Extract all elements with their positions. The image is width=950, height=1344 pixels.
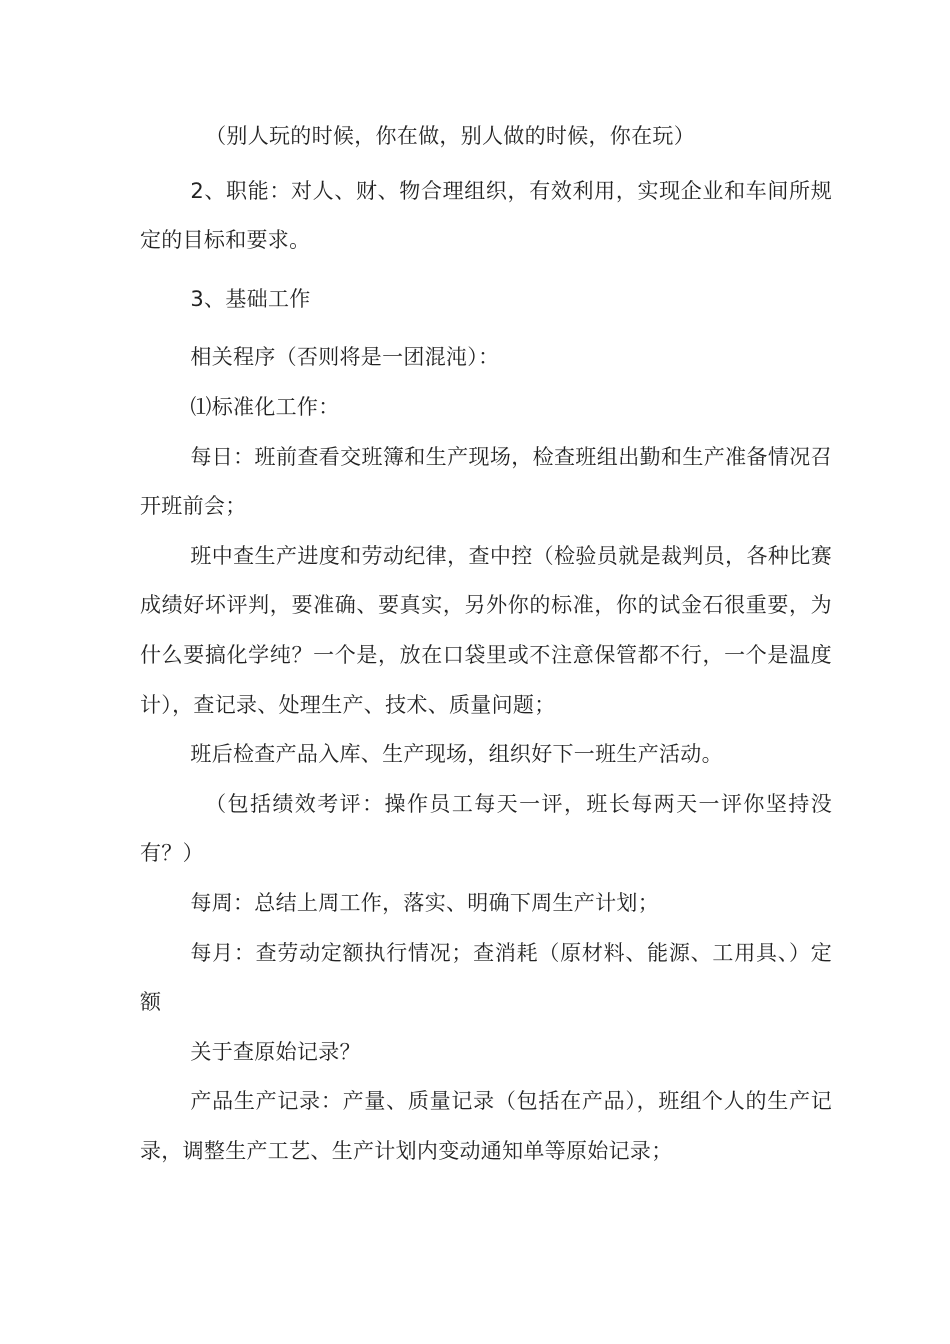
paragraph-play-work-note: （别人玩的时候，你在做，别人做的时候，你在玩） <box>205 124 695 148</box>
paragraph-related-procedures: 相关程序（否则将是一团混沌）： <box>190 345 500 370</box>
paragraph-function: 2、职能：对人、财、物合理组织，有效利用，实现企业和车间所规定的目标和要求。 <box>140 178 832 253</box>
paragraph-basic-work-heading: 3、基础工作 <box>190 286 311 311</box>
paragraph-original-records-question: 关于查原始记录？ <box>190 1039 361 1064</box>
document-body <box>140 112 832 1176</box>
paragraph-during-shift: 班中查生产进度和劳动纪律，查中控（检验员就是裁判员，各种比赛成绩好坏评判，要准确、要真实，另外你的标准，你的试金石很重要，为什么要搞化学纯？一个是，放在口袋里或不注意保管都不行，一个是温度计），查记录、处理生产、技术、质量问题； <box>140 543 832 717</box>
paragraph-daily-before-shift: 每日：班前查看交班簿和生产现场，检查班组出勤和生产准备情况召开班前会； <box>140 444 832 519</box>
paragraph-performance-review: （包括绩效考评：操作员工每天一评，班长每两天一评你坚持没有？） <box>140 791 832 866</box>
paragraph-standardization-heading: ⑴标准化工作： <box>190 394 340 419</box>
paragraph-production-records: 产品生产记录：产量、质量记录（包括在产品），班组个人的生产记录，调整生产工艺、生产计划内变动通知单等原始记录； <box>140 1089 832 1163</box>
paragraph-monthly: 每月：查劳动定额执行情况；查消耗（原材料、能源、工用具、）定额 <box>140 940 832 1015</box>
paragraph-weekly: 每周：总结上周工作，落实、明确下周生产计划； <box>190 890 659 915</box>
paragraph-after-shift: 班后检查产品入库、生产现场，组织好下一班生产活动。 <box>190 742 723 767</box>
